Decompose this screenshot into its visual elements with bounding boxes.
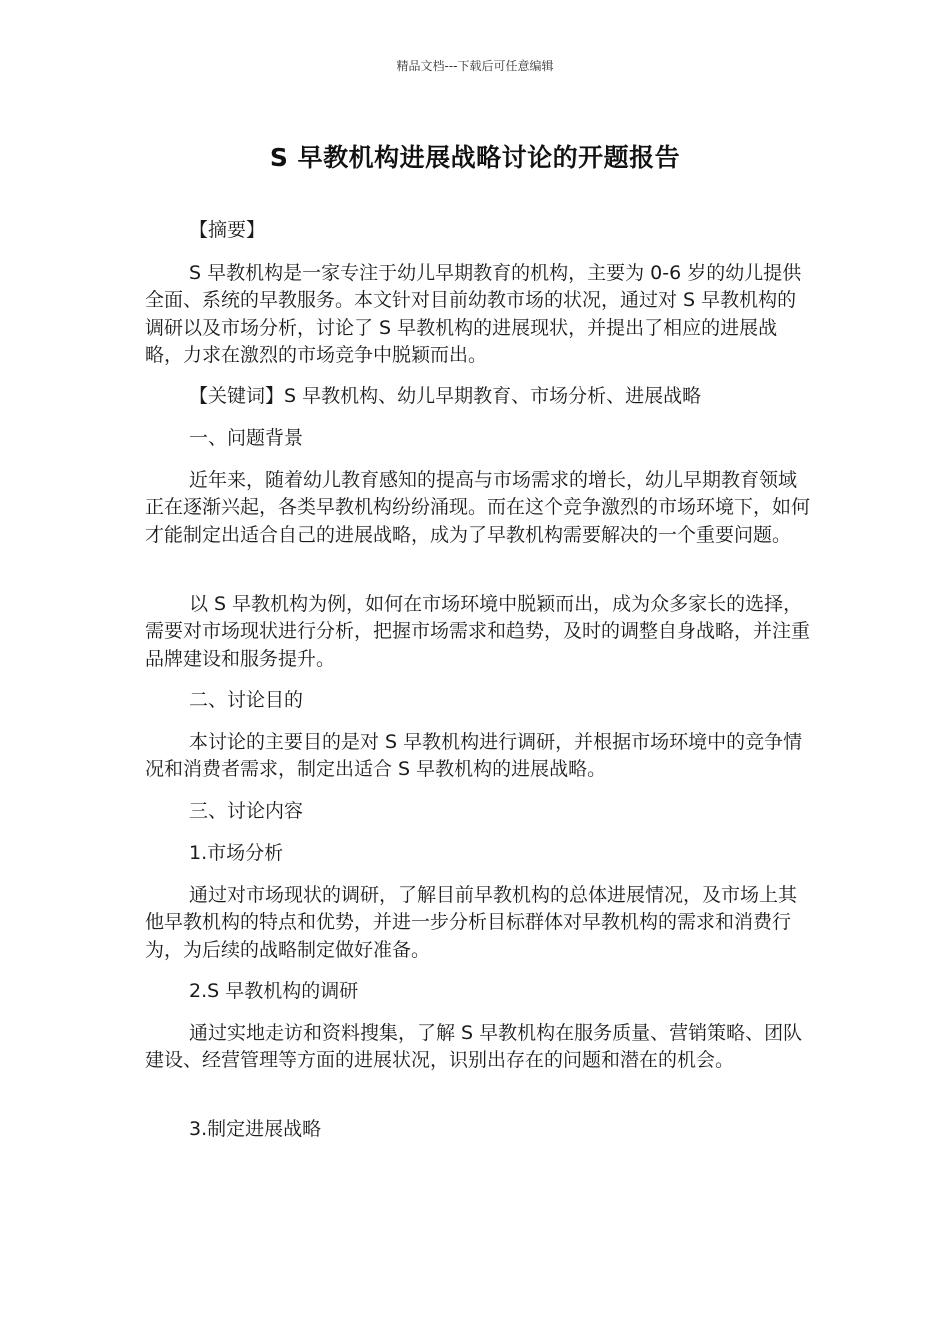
section2-paragraph: 本讨论的主要目的是对 S 早教机构进行调研，并根据市场环境中的竞争情况和消费者需求，制定出适合 S 早教机构的进展战略。 [145, 731, 803, 781]
document-title: S 早教机构进展战略讨论的开题报告 [269, 143, 681, 172]
subsection-market-analysis-paragraph: 通过对市场现状的调研，了解目前早教机构的总体进展情况，及市场上其他早教机构的特点和优势，并进一步分析目标群体对早教机构的需求和消费行为，为后续的战略制定做好准备。 [145, 884, 798, 961]
subsection-research-paragraph: 通过实地走访和资料搜集，了解 S 早教机构在服务质量、营销策略、团队建设、经营管理等方面的进展状况，识别出存在的问题和潜在的机会。 [145, 1022, 803, 1072]
subsection-research-heading: 2.S 早教机构的调研 [189, 980, 359, 1002]
section1-heading: 一、问题背景 [189, 427, 304, 449]
abstract-paragraph: S 早教机构是一家专注于幼儿早期教育的机构，主要为 0-6 岁的幼儿提供全面、系统的早教服务。本文针对目前幼教市场的状况，通过对 S 早教机构的调研以及市场分析，讨论了 S 早教机构的进展现状，并提出了相应的进展战略，力求在激烈的市场竞争中脱颖而出。 [145, 262, 802, 366]
abstract-heading: 【摘要】 [189, 219, 266, 241]
page-header: 精品文档---下载后可任意编辑 [396, 59, 554, 73]
section1-paragraph-2: 以 S 早教机构为例，如何在市场环境中脱颖而出，成为众多家长的选择，需要对市场现状进行分析，把握市场需求和趋势，及时的调整自身战略，并注重品牌建设和服务提升。 [145, 593, 811, 670]
keywords-line: 【关键词】S 早教机构、幼儿早期教育、市场分析、进展战略 [189, 385, 702, 407]
section2-heading: 二、讨论目的 [189, 689, 304, 711]
subsection-strategy-heading: 3.制定进展战略 [189, 1118, 322, 1140]
section3-heading: 三、讨论内容 [189, 800, 304, 822]
section1-paragraph-1: 近年来，随着幼儿教育感知的提高与市场需求的增长，幼儿早期教育领域正在逐渐兴起，各类早教机构纷纷涌现。而在这个竞争激烈的市场环境下，如何才能制定出适合自己的进展战略，成为了早教机构需要解决的一个重要问题。 [145, 469, 811, 546]
subsection-market-analysis-heading: 1.市场分析 [189, 842, 284, 864]
